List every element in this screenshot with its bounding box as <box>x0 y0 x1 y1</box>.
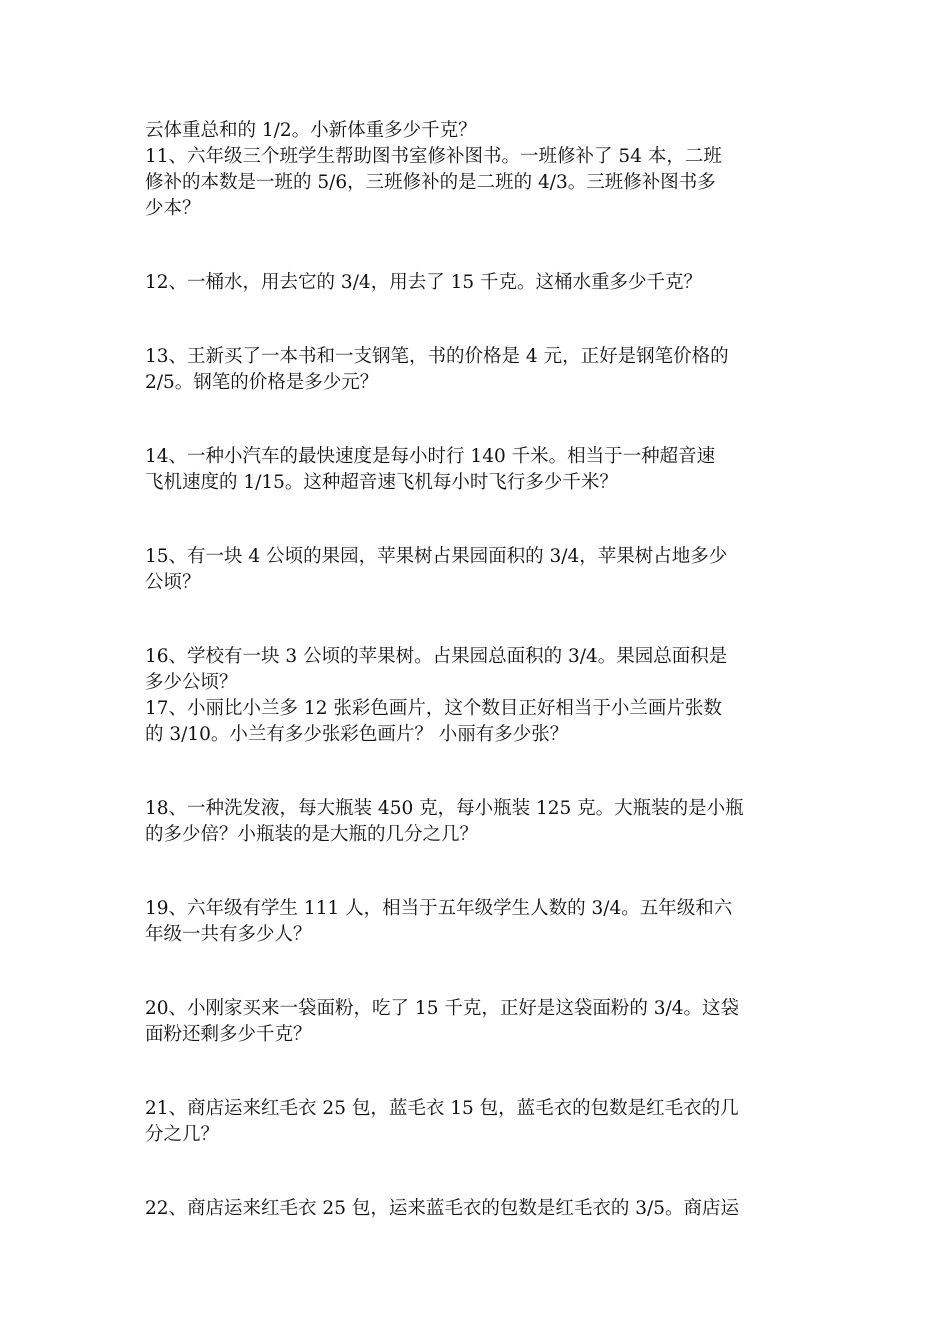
problem-line: 少本？ <box>145 198 201 219</box>
problem-line: 17、小丽比小兰多 12 张彩色画片，这个数目正好相当于小兰画片张数 <box>145 698 722 719</box>
problem-11 <box>145 144 811 222</box>
problem-13 <box>145 344 811 396</box>
problem-19 <box>145 896 811 948</box>
problem-line: 2/5。钢笔的价格是多少元？ <box>145 372 379 393</box>
problem-line: 的 3/10。小兰有多少张彩色画片？ 小丽有多少张？ <box>145 724 569 745</box>
problem-18 <box>145 796 811 848</box>
problem-continuation <box>145 118 811 144</box>
problem-17 <box>145 696 811 748</box>
problem-line: 分之几？ <box>145 1124 220 1145</box>
problem-line: 年级一共有多少人？ <box>145 924 312 945</box>
problem-20 <box>145 996 811 1048</box>
problem-15 <box>145 544 811 596</box>
problem-line: 15、有一块 4 公顷的果园，苹果树占果园面积的 3/4，苹果树占地多少 <box>145 546 728 567</box>
problem-line: 多少公顷？ <box>145 672 238 693</box>
problem-line: 20、小刚家买来一袋面粉，吃了 15 千克，正好是这袋面粉的 3/4。这袋 <box>145 998 739 1019</box>
problem-line: 18、一种洗发液，每大瓶装 450 克，每小瓶装 125 克。大瓶装的是小瓶 <box>145 798 744 819</box>
problem-21 <box>145 1096 811 1148</box>
problem-line: 21、商店运来红毛衣 25 包，蓝毛衣 15 包，蓝毛衣的包数是红毛衣的几 <box>145 1098 739 1119</box>
problem-22 <box>145 1196 811 1222</box>
problem-line: 16、学校有一块 3 公顷的苹果树。占果园总面积的 3/4。果园总面积是 <box>145 646 728 667</box>
problem-line: 12、一桶水，用去它的 3/4，用去了 15 千克。这桶水重多少千克？ <box>145 272 702 293</box>
problem-line: 云体重总和的 1/2。小新体重多少千克？ <box>145 120 477 141</box>
problem-line: 修补的本数是一班的 5/6，三班修补的是二班的 4/3。三班修补图书多 <box>145 172 716 193</box>
problem-line: 面粉还剩多少千克？ <box>145 1024 312 1045</box>
problem-line: 14、一种小汽车的最快速度是每小时行 140 千米。相当于一种超音速 <box>145 446 716 467</box>
problem-line: 19、六年级有学生 111 人，相当于五年级学生人数的 3/4。五年级和六 <box>145 898 733 919</box>
problem-line: 22、商店运来红毛衣 25 包，运来蓝毛衣的包数是红毛衣的 3/5。商店运 <box>145 1198 739 1219</box>
problem-list <box>145 118 811 1222</box>
problem-14 <box>145 444 811 496</box>
problem-line: 的多少倍？小瓶装的是大瓶的几分之几？ <box>145 824 479 845</box>
problem-line: 飞机速度的 1/15。这种超音速飞机每小时飞行多少千米？ <box>145 472 618 493</box>
problem-12 <box>145 270 811 296</box>
problem-line: 11、六年级三个班学生帮助图书室修补图书。一班修补了 54 本，二班 <box>145 146 722 167</box>
problem-line: 13、王新买了一本书和一支钢笔，书的价格是 4 元，正好是钢笔价格的 <box>145 346 729 367</box>
problem-line: 公顷？ <box>145 572 201 593</box>
problem-16 <box>145 644 811 696</box>
